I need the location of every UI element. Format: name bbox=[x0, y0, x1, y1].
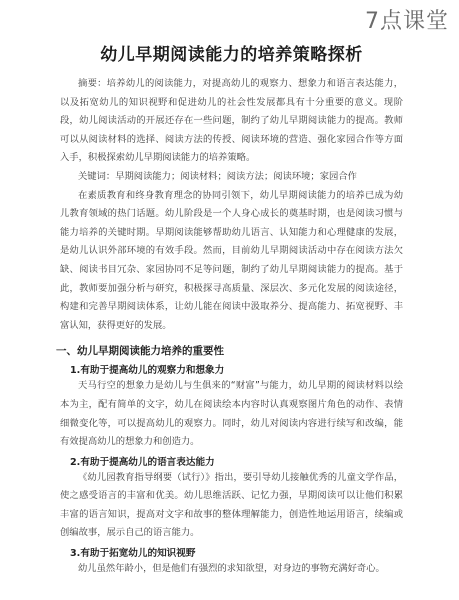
subsection-heading-2: 2.有助于提高幼儿的语言表达能力 bbox=[70, 456, 215, 468]
watermark-logo: 7点课堂 bbox=[365, 9, 449, 34]
intro-paragraph: 在素质教育和终身教育理念的协同引领下，幼儿早期阅读能力的培养已成为幼儿教育领域的热门话题。幼儿阶段是一个人身心成长的奠基时期，也是阅读习惯与能力培养的关键时期。早期阅读能够帮助幼儿语言、认知能力和心理健康的发展，是幼儿认识外部环境的有效手段。然而，目前幼儿早期阅读活动中存在阅读方法欠缺、阅读书目冗杂、家园协同不足等问题，制约了幼儿早期阅读能力的提高。基于此，教师要加强分析与研究，积极探寻高质量、深层次、多元化发展的阅读途径，构建和完善早期阅读体系，让幼儿能在阅读中汲取养分、提高能力、拓宽视野、丰富认知，获得更好的发展。 bbox=[60, 189, 403, 331]
document-title: 幼儿早期阅读能力的培养策略探析 bbox=[100, 45, 363, 65]
subsection-paragraph-1: 天马行空的想象力是幼儿与生俱来的“财富”与能力，幼儿早期的阅读材料以绘本为主，配有简单的文字，幼儿在阅读绘本内容时认真观察图片角色的动作、表情细微变化等，可以提高幼儿的观察力。同时，幼儿对阅读内容进行续写和改编，能有效提高幼儿的想象力和创造力。 bbox=[60, 380, 403, 448]
subsection-paragraph-3: 幼儿虽然年龄小，但是他们有强烈的求知欲望，对身边的事物充满好奇心。 bbox=[78, 563, 385, 575]
subsection-paragraph-2: 《幼儿园教育指导纲要（试行）》指出，要引导幼儿接触优秀的儿童文学作品，使之感受语言的丰富和优美。幼儿思维活跃、记忆力强，早期阅读可以让他们积累丰富的语言知识，提高对文字和故事的整体理解能力，创造性地运用语言，续编或创编故事，展示自己的语言能力。 bbox=[60, 471, 403, 539]
subsection-heading-1: 1.有助于提高幼儿的观察力和想象力 bbox=[70, 365, 225, 377]
subsection-heading-3: 3.有助于拓宽幼儿的知识视野 bbox=[70, 548, 196, 560]
section-heading-1: 一、幼儿早期阅读能力培养的重要性 bbox=[56, 345, 224, 358]
abstract-paragraph: 摘要：培养幼儿的阅读能力，对提高幼儿的观察力、想象力和语言表达能力，以及拓宽幼儿的知识视野和促进幼儿的社会性发展都具有十分重要的意义。现阶段，幼儿阅读活动的开展还存在一些问题，制约了幼儿早期阅读能力的提高。教师可以从阅读材料的选择、阅读方法的传授、阅读环境的营造、强化家园合作等方面入手，积极探索幼儿早期阅读能力的培养策略。 bbox=[60, 78, 403, 164]
keywords-line: 关键词：早期阅读能力；阅读材料；阅读方法；阅读环境；家园合作 bbox=[78, 170, 357, 182]
